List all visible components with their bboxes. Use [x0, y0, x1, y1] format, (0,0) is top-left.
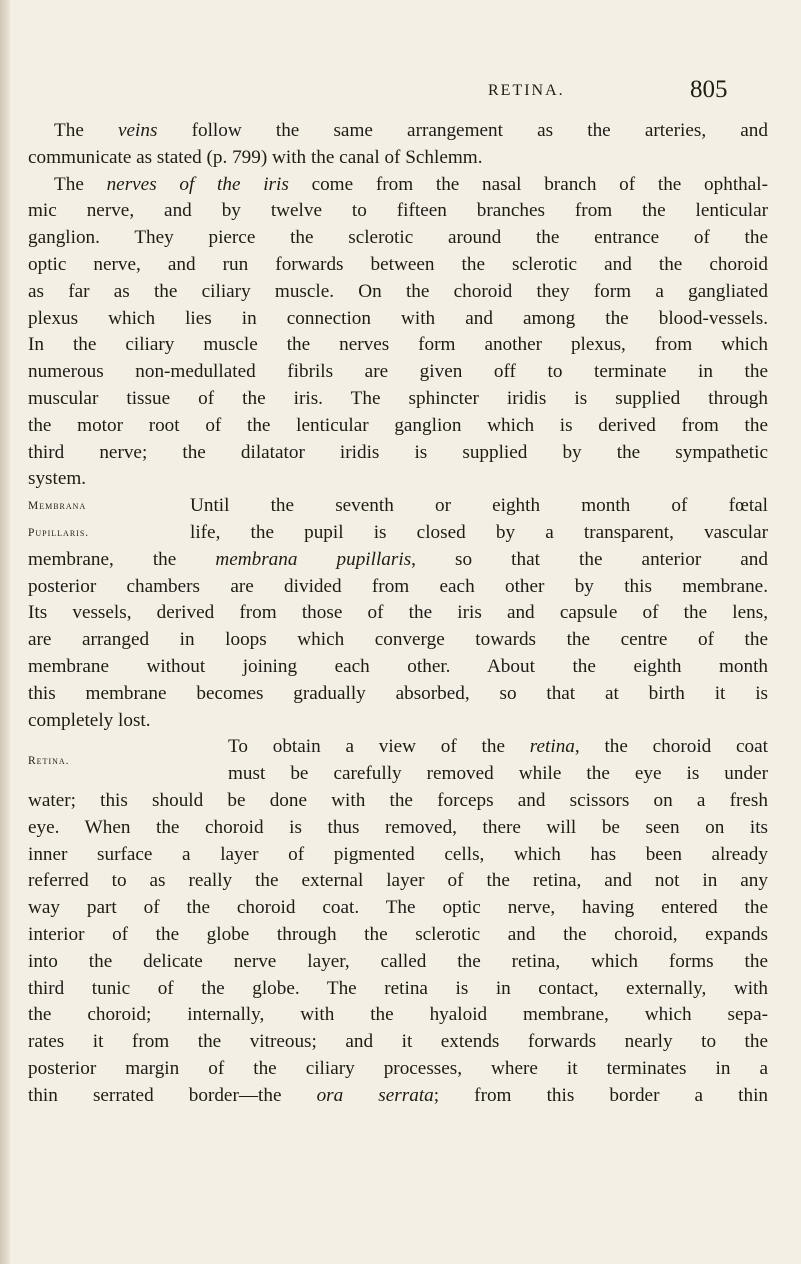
text-line: ganglion. They pierce the sclerotic around the entrance of the: [28, 227, 768, 249]
text-line: Until the seventh or eighth month of fœtal: [190, 495, 768, 517]
sidenote-line: Membrana: [28, 500, 87, 513]
text-line: the choroid; internally, with the hyaloid membrane, which sepa-: [28, 1004, 768, 1026]
text-line: eye. When the choroid is thus removed, there will be seen on its: [28, 816, 768, 838]
text-line: The veins follow the same arrangement as the arteries, and: [54, 120, 768, 141]
text-line: rates it from the vitreous; and it extends forwards nearly to the: [28, 1031, 768, 1053]
page-gutter-shadow: [0, 0, 10, 1264]
page-number: 805: [690, 76, 728, 103]
text-line: are arranged in loops which converge towards the centre of the: [28, 629, 768, 651]
body-text: [28, 118, 768, 1109]
text-line: plexus which lies in connection with and among the blood-vessels.: [28, 307, 768, 329]
text-line: into the delicate nerve layer, called the retina, which forms the: [28, 950, 768, 972]
text-line: way part of the choroid coat. The optic nerve, having entered the: [28, 897, 768, 919]
paragraph-membrana-pupillaris: [28, 493, 768, 734]
sidenote-membrana-pupillaris: [28, 493, 190, 547]
text-line: water; this should be done with the forceps and scissors on a fresh: [28, 789, 768, 811]
text-line: third tunic of the globe. The retina is in contact, externally, with: [28, 977, 768, 999]
text-line: posterior margin of the ciliary processes, where it terminates in a: [28, 1057, 768, 1079]
text-line: thin serrated border—the ora serrata; from this border a thin: [28, 1084, 769, 1106]
text-line: posterior chambers are divided from each other by this membrane.: [28, 575, 768, 597]
sidenote-row: [28, 734, 768, 788]
text-line: optic nerve, and run forwards between the sclerotic and the choroid: [28, 253, 768, 275]
running-head: RETINA.: [488, 82, 565, 99]
text-line: muscular tissue of the iris. The sphincter iridis is supplied through: [28, 387, 768, 409]
indented-lines: [202, 734, 768, 788]
paragraph-veins: [28, 118, 768, 172]
text-line: membrane, the membrana pupillaris, so that the anterior and: [28, 548, 768, 570]
text-line: In the ciliary muscle the nerves form another plexus, from which: [28, 334, 768, 356]
sidenote-line: Retina.: [28, 755, 70, 768]
sidenote-row: [28, 493, 768, 547]
sidenote-retina: [28, 734, 228, 788]
text-line: must be carefully removed while the eye is under: [228, 763, 768, 785]
text-line: this membrane becomes gradually absorbed, so that at birth it is: [28, 682, 768, 704]
sidenote-line: Pupillaris.: [28, 526, 90, 539]
paragraph-nerves: [28, 172, 768, 494]
text-line: numerous non-medullated fibrils are given off to terminate in the: [28, 361, 768, 383]
text-line: communicate as stated (p. 799) with the canal of Schlemm.: [28, 146, 483, 168]
text-line: as far as the ciliary muscle. On the choroid they form a gangliated: [28, 280, 768, 302]
text-line: mic nerve, and by twelve to fifteen branches from the lenticular: [28, 200, 768, 222]
text-line: the motor root of the lenticular ganglion which is derived from the: [28, 414, 768, 436]
text-line: membrane without joining each other. About the eighth month: [28, 655, 768, 677]
text-line: life, the pupil is closed by a transparent, vascular: [190, 521, 768, 543]
text-line: inner surface a layer of pigmented cells, which has been already: [28, 843, 768, 865]
page-header: [0, 78, 801, 108]
text-line: system.: [28, 468, 87, 490]
text-line: third nerve; the dilatator iridis is supplied by the sympathetic: [28, 441, 768, 463]
text-line: completely lost.: [28, 709, 151, 731]
text-line: To obtain a view of the retina, the choroid coat: [228, 736, 768, 758]
text-line: The nerves of the iris come from the nasal branch of the ophthal-: [54, 173, 768, 195]
text-line: Its vessels, derived from those of the iris and capsule of the lens,: [28, 602, 768, 624]
text-line: referred to as really the external layer of the retina, and not in any: [28, 870, 768, 892]
indented-lines: [190, 493, 768, 547]
paragraph-retina: [28, 734, 768, 1109]
text-line: interior of the globe through the sclerotic and the choroid, expands: [28, 923, 768, 945]
